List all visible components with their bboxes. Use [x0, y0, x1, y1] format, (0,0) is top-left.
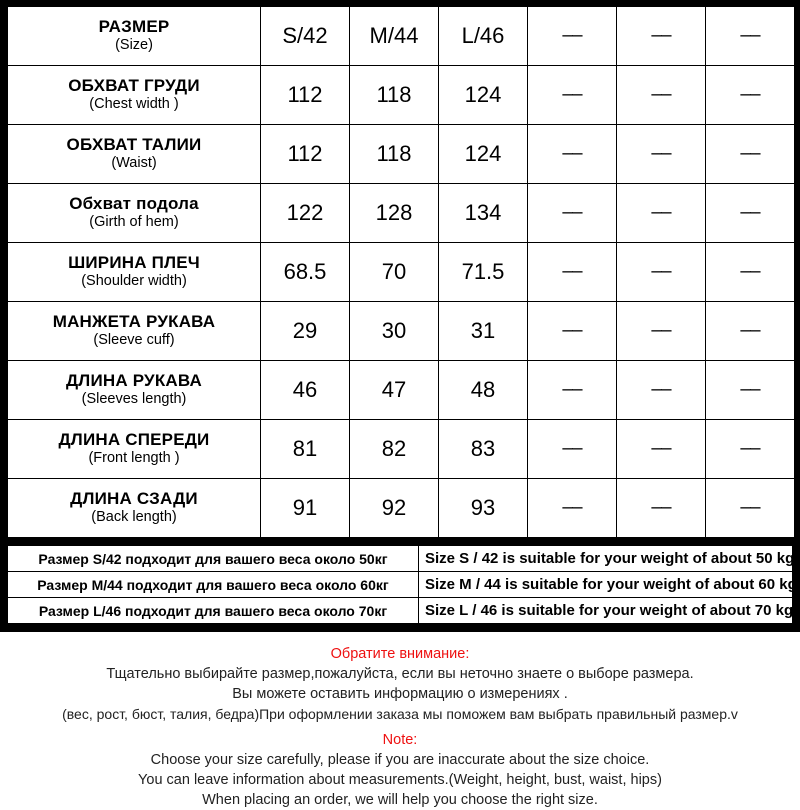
value-cell: [261, 7, 350, 66]
row-label-cell: [8, 243, 261, 302]
row-label-cell: [8, 361, 261, 420]
value-text: 128: [375, 199, 413, 225]
dash-placeholder: ––: [740, 84, 760, 105]
weight-guide-row: [8, 546, 792, 572]
row-label-cell: [8, 7, 261, 66]
row-label-en: (Back length): [91, 509, 177, 526]
row-label-ru: ОБХВАТ ГРУДИ: [68, 76, 200, 96]
russian-note-line-1: Тщательно выбирайте размер,пожалуйста, если вы неточно знаете о выборе размера.: [106, 666, 694, 682]
value-text: 71.5: [461, 258, 505, 284]
empty-cell: [528, 184, 617, 243]
value-cell: [261, 302, 350, 361]
row-label-cell: [8, 125, 261, 184]
value-cell: [350, 66, 439, 125]
value-cell: [350, 302, 439, 361]
row-label-en: (Girth of hem): [89, 214, 179, 231]
empty-cell: [706, 7, 795, 66]
dash-placeholder: ––: [562, 497, 582, 518]
value-text: 122: [286, 199, 324, 225]
value-cell: [350, 7, 439, 66]
dash-placeholder: ––: [562, 84, 582, 105]
dash-placeholder: ––: [651, 261, 671, 282]
value-text: 68.5: [283, 258, 327, 284]
dash-placeholder: ––: [562, 261, 582, 282]
size-table: [8, 7, 794, 537]
empty-cell: [706, 361, 795, 420]
table-row: [8, 243, 794, 302]
weight-guide-en-text: Size L / 46 is suitable for your weight of about 70 kg: [425, 602, 794, 619]
value-text: 91: [292, 494, 318, 520]
dash-placeholder: ––: [562, 379, 582, 400]
value-cell: [439, 66, 528, 125]
value-text: 112: [287, 140, 323, 166]
table-row: [8, 420, 794, 479]
value-cell: [439, 7, 528, 66]
dash-placeholder: ––: [740, 261, 760, 282]
empty-cell: [617, 302, 706, 361]
row-label-ru: МАНЖЕТА РУКАВА: [52, 312, 216, 332]
dash-placeholder: ––: [562, 25, 582, 46]
value-text: 30: [381, 317, 407, 343]
weight-guide-en-cell: [419, 598, 793, 624]
dash-placeholder: ––: [651, 202, 671, 223]
empty-cell: [706, 420, 795, 479]
value-cell: [261, 125, 350, 184]
empty-cell: [706, 66, 795, 125]
empty-cell: [617, 243, 706, 302]
weight-guide-ru-text: Размер L/46 подходит для вашего веса около 70кг: [38, 602, 388, 619]
value-text: 118: [376, 140, 412, 166]
table-bottom-divider: [0, 537, 800, 546]
empty-cell: [617, 7, 706, 66]
value-cell: [261, 361, 350, 420]
value-cell: [439, 361, 528, 420]
value-cell: [439, 479, 528, 538]
dash-placeholder: ––: [740, 379, 760, 400]
table-row: [8, 302, 794, 361]
weight-guide-container: [0, 546, 800, 623]
weight-guide-ru-cell: [8, 546, 419, 572]
value-cell: [350, 184, 439, 243]
weight-guide-en-cell: [419, 572, 797, 598]
dash-placeholder: ––: [740, 25, 760, 46]
value-text: 93: [470, 494, 496, 520]
empty-cell: [528, 361, 617, 420]
table-row: [8, 66, 794, 125]
value-text: 124: [464, 81, 502, 107]
empty-cell: [528, 66, 617, 125]
russian-note-line-2: Вы можете оставить информацию о измерениях .: [232, 686, 568, 702]
row-label-cell: [8, 184, 261, 243]
empty-cell: [706, 184, 795, 243]
empty-cell: [617, 420, 706, 479]
row-label-ru: ДЛИНА СПЕРЕДИ: [58, 430, 210, 450]
empty-cell: [706, 125, 795, 184]
row-label-ru: ДЛИНА РУКАВА: [66, 371, 202, 391]
dash-placeholder: ––: [562, 143, 582, 164]
dash-placeholder: ––: [562, 202, 582, 223]
value-text: 112: [287, 81, 323, 107]
row-label-cell: [8, 66, 261, 125]
value-cell: [439, 243, 528, 302]
empty-cell: [706, 302, 795, 361]
value-cell: [350, 479, 439, 538]
dash-placeholder: ––: [740, 143, 760, 164]
english-note-line-2: You can leave information about measurements.(Weight, height, bust, waist, hips): [138, 772, 662, 788]
dash-placeholder: ––: [740, 497, 760, 518]
dash-placeholder: ––: [651, 143, 671, 164]
empty-cell: [617, 184, 706, 243]
value-text: 81: [292, 435, 318, 461]
row-label-cell: [8, 302, 261, 361]
value-text: 47: [381, 376, 407, 402]
row-label-ru: ДЛИНА СЗАДИ: [70, 489, 198, 509]
empty-cell: [528, 125, 617, 184]
english-note-line-3: When placing an order, we will help you choose the right size.: [202, 792, 598, 808]
row-label-cell: [8, 420, 261, 479]
row-label-ru: РАЗМЕР: [98, 17, 170, 37]
value-cell: [350, 361, 439, 420]
weight-guide-bottom-divider: [0, 623, 800, 632]
row-label-ru: Обхват подола: [69, 194, 199, 214]
row-label-en: (Size): [115, 37, 153, 54]
value-text: 83: [470, 435, 496, 461]
row-label-cell: [8, 479, 261, 538]
value-text: 48: [470, 376, 496, 402]
empty-cell: [617, 125, 706, 184]
value-text: M/44: [369, 22, 419, 48]
row-label-en: (Sleeves length): [81, 391, 187, 408]
table-row: [8, 184, 794, 243]
value-cell: [261, 479, 350, 538]
table-row: [8, 125, 794, 184]
weight-guide-en-text: Size S / 42 is suitable for your weight of about 50 kg: [425, 550, 795, 567]
russian-note-line-3: (вес, рост, бюст, талия, бедра)При оформлении заказа мы поможем вам выбрать правильный размер.v: [62, 706, 738, 722]
value-text: 31: [470, 317, 496, 343]
weight-guide-row: [8, 598, 792, 624]
dash-placeholder: ––: [651, 438, 671, 459]
weight-guide-en-text: Size M / 44 is suitable for your weight of about 60 kg: [425, 576, 797, 593]
empty-cell: [706, 479, 795, 538]
english-note-line-1: Choose your size carefully, please if you are inaccurate about the size choice.: [150, 752, 650, 768]
weight-guide-ru-cell: [8, 572, 419, 598]
dash-placeholder: ––: [562, 438, 582, 459]
value-text: 82: [381, 435, 407, 461]
weight-guide-ru-cell: [8, 598, 419, 624]
value-cell: [350, 243, 439, 302]
value-text: 118: [376, 81, 412, 107]
value-text: 92: [381, 494, 407, 520]
value-cell: [261, 184, 350, 243]
russian-note-heading: Обратите внимание:: [330, 646, 470, 662]
row-label-en: (Waist): [111, 155, 157, 172]
english-note-block: [0, 730, 800, 810]
dash-placeholder: ––: [651, 25, 671, 46]
dash-placeholder: ––: [651, 84, 671, 105]
value-text: 29: [292, 317, 318, 343]
value-cell: [439, 125, 528, 184]
empty-cell: [617, 66, 706, 125]
dash-placeholder: ––: [740, 320, 760, 341]
value-cell: [439, 184, 528, 243]
row-label-ru: ОБХВАТ ТАЛИИ: [66, 135, 202, 155]
table-row: [8, 479, 794, 538]
value-cell: [350, 125, 439, 184]
table-row: [8, 361, 794, 420]
dash-placeholder: ––: [740, 202, 760, 223]
dash-placeholder: ––: [651, 379, 671, 400]
value-cell: [261, 66, 350, 125]
empty-cell: [617, 479, 706, 538]
row-label-en: (Chest width ): [89, 96, 179, 113]
weight-guide-ru-text: Размер M/44 подходит для вашего веса около 60кг: [37, 576, 389, 593]
russian-note-block: [0, 644, 800, 724]
dash-placeholder: ––: [562, 320, 582, 341]
value-text: 124: [464, 140, 502, 166]
row-label-en: (Front length ): [88, 450, 180, 467]
dash-placeholder: ––: [740, 438, 760, 459]
dash-placeholder: ––: [651, 320, 671, 341]
row-label-en: (Shoulder width): [81, 273, 187, 290]
weight-guide-row: [8, 572, 792, 598]
dash-placeholder: ––: [651, 497, 671, 518]
empty-cell: [617, 361, 706, 420]
english-note-heading: Note:: [382, 732, 418, 748]
row-label-ru: ШИРИНА ПЛЕЧ: [68, 253, 200, 273]
empty-cell: [528, 479, 617, 538]
empty-cell: [706, 243, 795, 302]
value-text: 70: [381, 258, 407, 284]
weight-guide-table: [8, 546, 797, 623]
empty-cell: [528, 420, 617, 479]
empty-cell: [528, 302, 617, 361]
weight-guide-en-cell: [419, 546, 793, 572]
weight-guide-ru-text: Размер S/42 подходит для вашего веса около 50кг: [38, 550, 388, 567]
value-cell: [261, 420, 350, 479]
value-cell: [439, 420, 528, 479]
value-cell: [439, 302, 528, 361]
row-label-en: (Sleeve cuff): [93, 332, 175, 349]
empty-cell: [528, 7, 617, 66]
value-text: 46: [292, 376, 318, 402]
empty-cell: [528, 243, 617, 302]
value-text: 134: [464, 199, 502, 225]
value-cell: [261, 243, 350, 302]
table-row: [8, 7, 794, 66]
value-text: S/42: [282, 22, 328, 48]
value-cell: [350, 420, 439, 479]
value-text: L/46: [461, 22, 505, 48]
